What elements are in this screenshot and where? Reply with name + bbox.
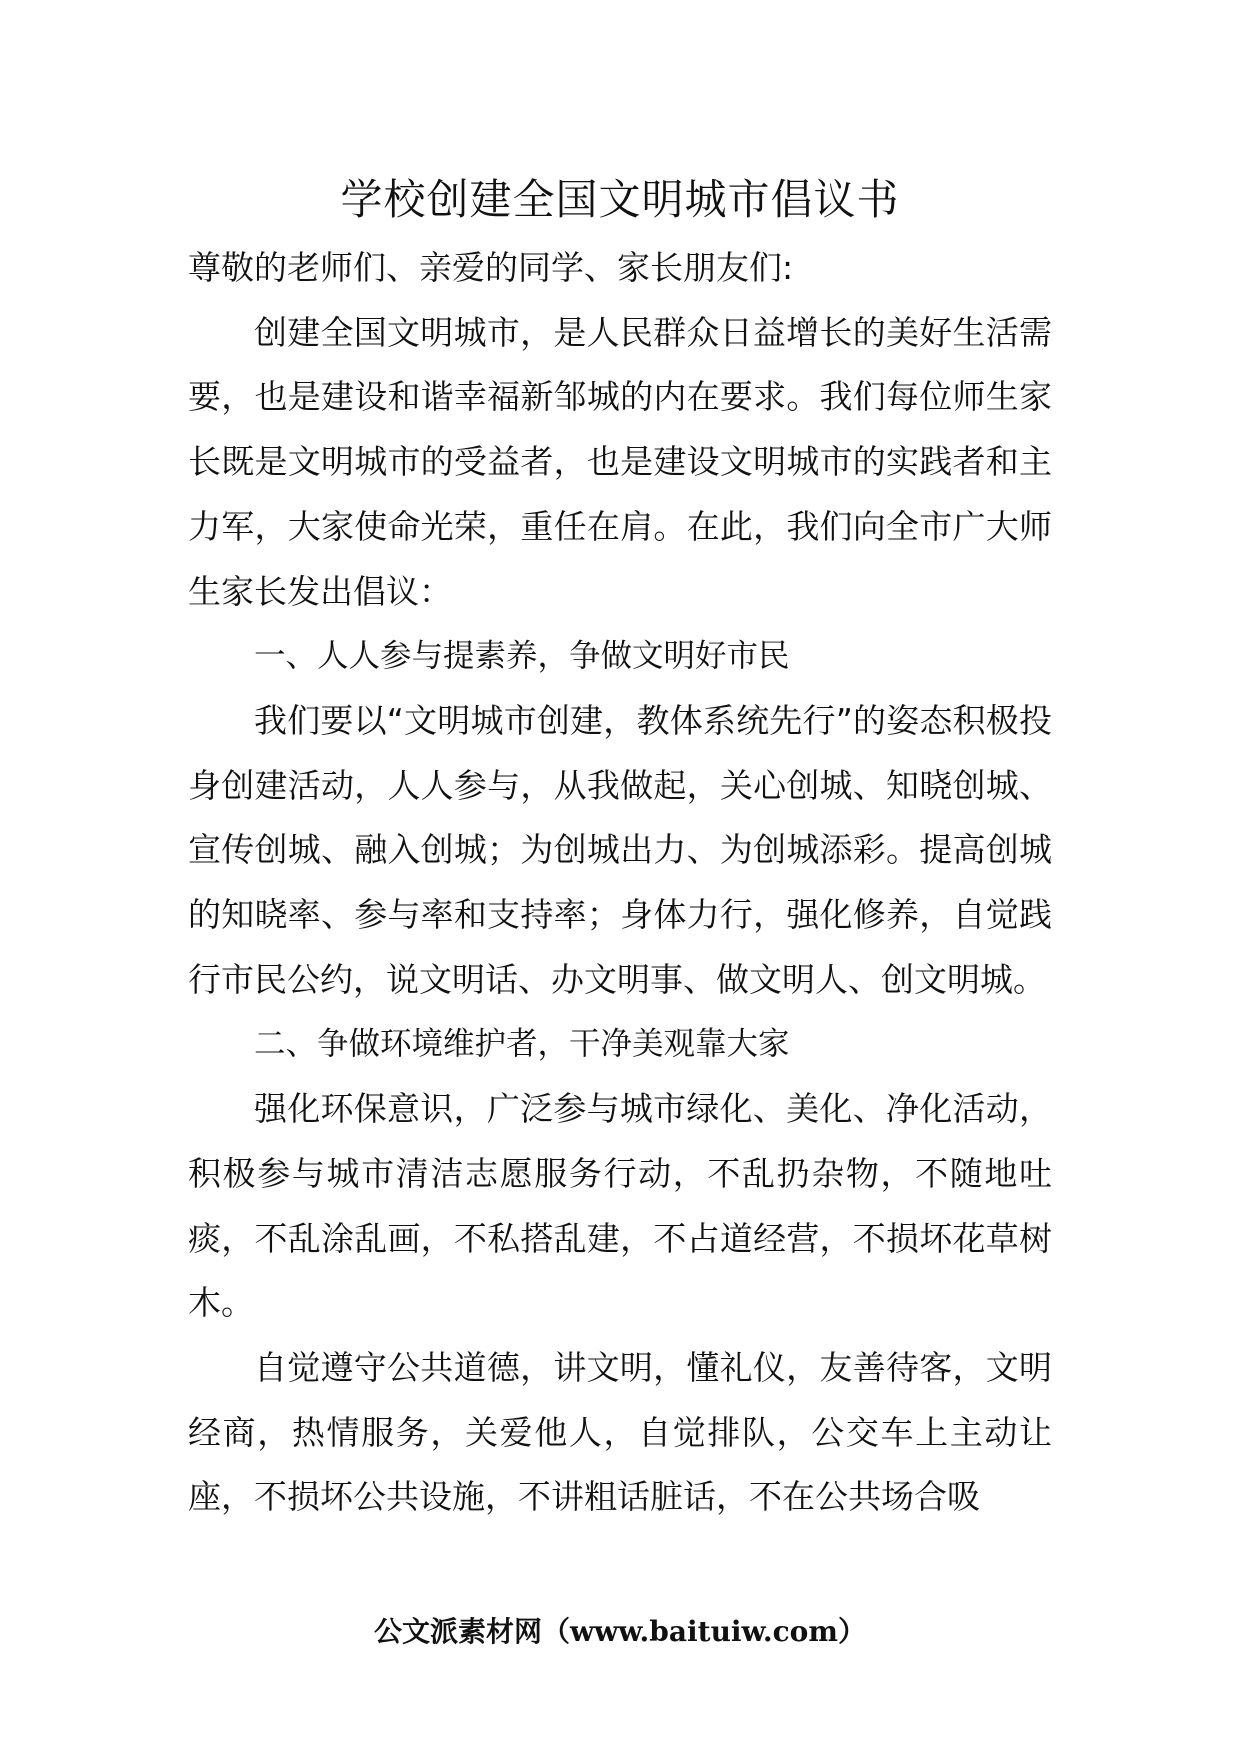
body-paragraph: 创建全国文明城市，是人民群众日益增长的美好生活需要，也是建设和谐幸福新邹城的内在要求。我们每位师生家长既是文明城市的受益者，也是建设文明城市的实践者和主力军，大家使命光荣，重任在肩。在此，我们向全市广大师生家长发出倡议： — [188, 312, 1052, 611]
body-paragraph: 我们要以“文明城市创建，教体系统先行”的姿态积极投身创建活动，人人参与，从我做起，关心创城、知晓创城、宣传创城、融入创城；为创城出力、为创城添彩。提高创城的知晓率、参与率和支持率；身体力行，强化修养，自觉践行市民公约，说文明话、办文明事、做文明人、创文明城。 — [188, 700, 1052, 999]
body-paragraph: 强化环保意识，广泛参与城市绿化、美化、净化活动，积极参与城市清洁志愿服务行动，不乱扔杂物，不随地吐痰，不乱涂乱画，不私搭乱建，不占道经营，不损坏花草树木。 — [188, 1089, 1052, 1323]
salutation: 尊敬的老师们、亲爱的同学、家长朋友们: — [188, 248, 794, 287]
footer-watermark: 公文派素材网（www.baituiw.com） — [374, 1615, 866, 1648]
section-heading-2: 二、争做环境维护者，干净美观靠大家 — [254, 1026, 790, 1063]
section-heading-1: 一、人人参与提素养，争做文明好市民 — [254, 638, 790, 675]
document-title: 学校创建全国文明城市倡议书 — [340, 175, 900, 224]
document-body — [188, 236, 1052, 1530]
body-paragraph: 自觉遵守公共道德，讲文明，懂礼仪，友善待客，文明经商，热情服务，关爱他人，自觉排队，公交车上主动让座，不损坏公共设施，不讲粗话脏话，不在公共场合吸 — [188, 1347, 1052, 1517]
